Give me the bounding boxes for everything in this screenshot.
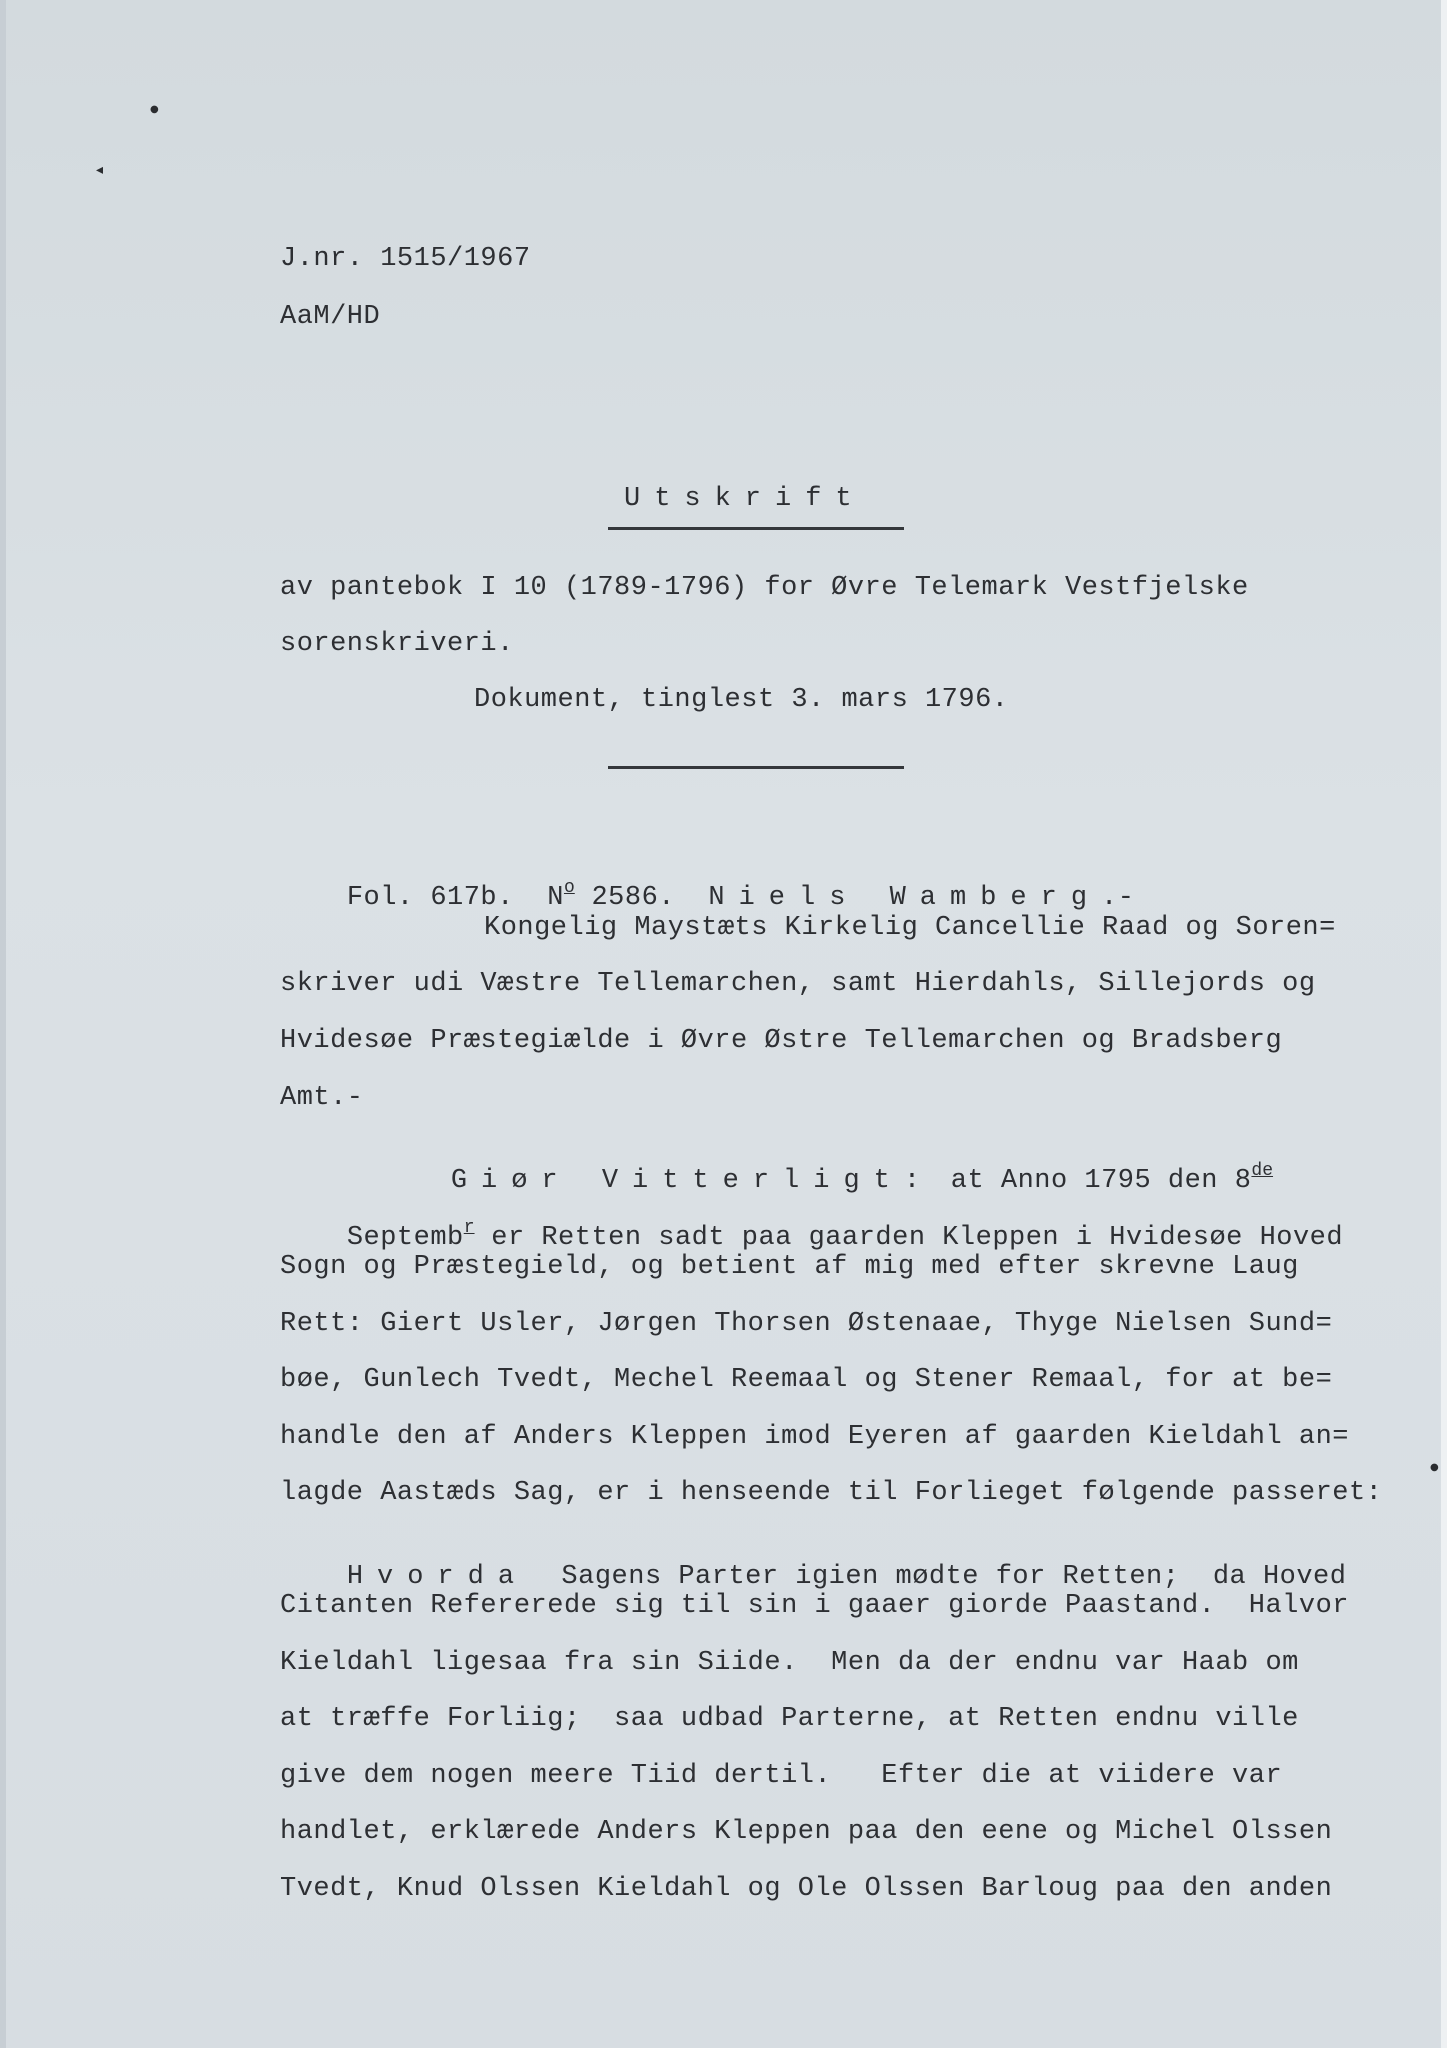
body-line-14: Kieldahl ligesaa fra sin Siide. Men da der endnu var Haab om [280, 1648, 1299, 1678]
body-line-2: skriver udi Væstre Tellemarchen, samt Hierdahls, Sillejords og [280, 969, 1316, 999]
body-line-12-rest: Sagens Parter igien mødte for Retten; da Hoved [528, 1562, 1347, 1592]
journal-number: J.nr. 1515/1967 [280, 244, 531, 274]
month-abbrev: Septemb [346, 1223, 464, 1253]
title-underline [608, 527, 904, 530]
body-line-9: bøe, Gunlech Tvedt, Mechel Reemaal og Stener Remaal, for at be= [280, 1365, 1333, 1395]
hvorda-spaced: Hvorda [346, 1562, 529, 1592]
punch-mark-arrow: ◂ [96, 162, 104, 178]
page-left-edge [0, 0, 6, 2048]
entry-name-suffix: .- [1101, 883, 1135, 913]
intro-line-2: sorenskriveri. [280, 629, 514, 659]
body-line-8: Rett: Giert Usler, Jørgen Thorsen Østenaae, Thyge Nielsen Sund= [280, 1309, 1333, 1339]
body-line-3: Hvidesøe Præstegiælde i Øvre Østre Tellemarchen og Bradsberg [280, 1026, 1283, 1056]
entry-number: 2586. [591, 883, 675, 913]
body-line-18: Tvedt, Knud Olssen Kieldahl og Ole Olssen Barloug paa den anden [280, 1874, 1333, 1904]
date-superscript: de [1251, 1161, 1274, 1181]
body-line-10: handle den af Anders Kleppen imod Eyeren af gaarden Kieldahl an= [280, 1422, 1349, 1452]
entry-name: Niels Wamberg [708, 883, 1102, 913]
intro-line-1: av pantebok I 10 (1789-1796) for Øvre Telemark Vestfjelske [280, 573, 1249, 603]
body-line-6-rest: er Retten sadt paa gaarden Kleppen i Hvidesøe Hoved [474, 1223, 1344, 1253]
section-divider [608, 766, 904, 769]
entry-number-sup: o [563, 878, 575, 898]
body-line-1: Kongelig Maystæts Kirkelig Cancellie Raad og Soren= [484, 913, 1336, 943]
body-line-13: Citanten Refererede sig til sin i gaaer giorde Paastand. Halvor [280, 1591, 1349, 1621]
margin-dot-mark: ● [1430, 1462, 1439, 1473]
initials: AaM/HD [280, 302, 381, 332]
body-line-4: Amt.- [280, 1083, 364, 1113]
page-right-edge [1441, 0, 1447, 2048]
punch-mark-top: ● [150, 104, 159, 115]
body-line-11: lagde Aastæds Sag, er i henseende til Forlieget følgende passeret: [280, 1478, 1383, 1508]
document-title: Utskrift [624, 484, 866, 514]
body-line-15: at træffe Forliig; saa udbad Parterne, at Retten endnu ville [280, 1704, 1299, 1734]
body-line-17: handlet, erklærede Anders Kleppen paa den eene og Michel Olssen [280, 1817, 1333, 1847]
body-line-7: Sogn og Præstegield, og betient af mig med efter skrevne Laug [280, 1252, 1299, 1282]
document-registered-line: Dokument, tinglest 3. mars 1796. [474, 685, 1009, 715]
entry-number-prefix: N [547, 883, 564, 913]
declaration-rest: at Anno 1795 den 8 [934, 1166, 1252, 1196]
declaration-spaced: Giør Vitterligt: [450, 1166, 935, 1196]
body-line-16: give dem nogen meere Tiid dertil. Efter die at viidere var [280, 1761, 1283, 1791]
month-superscript: r [463, 1218, 475, 1238]
folio-reference: Fol. 617b. [346, 883, 514, 913]
